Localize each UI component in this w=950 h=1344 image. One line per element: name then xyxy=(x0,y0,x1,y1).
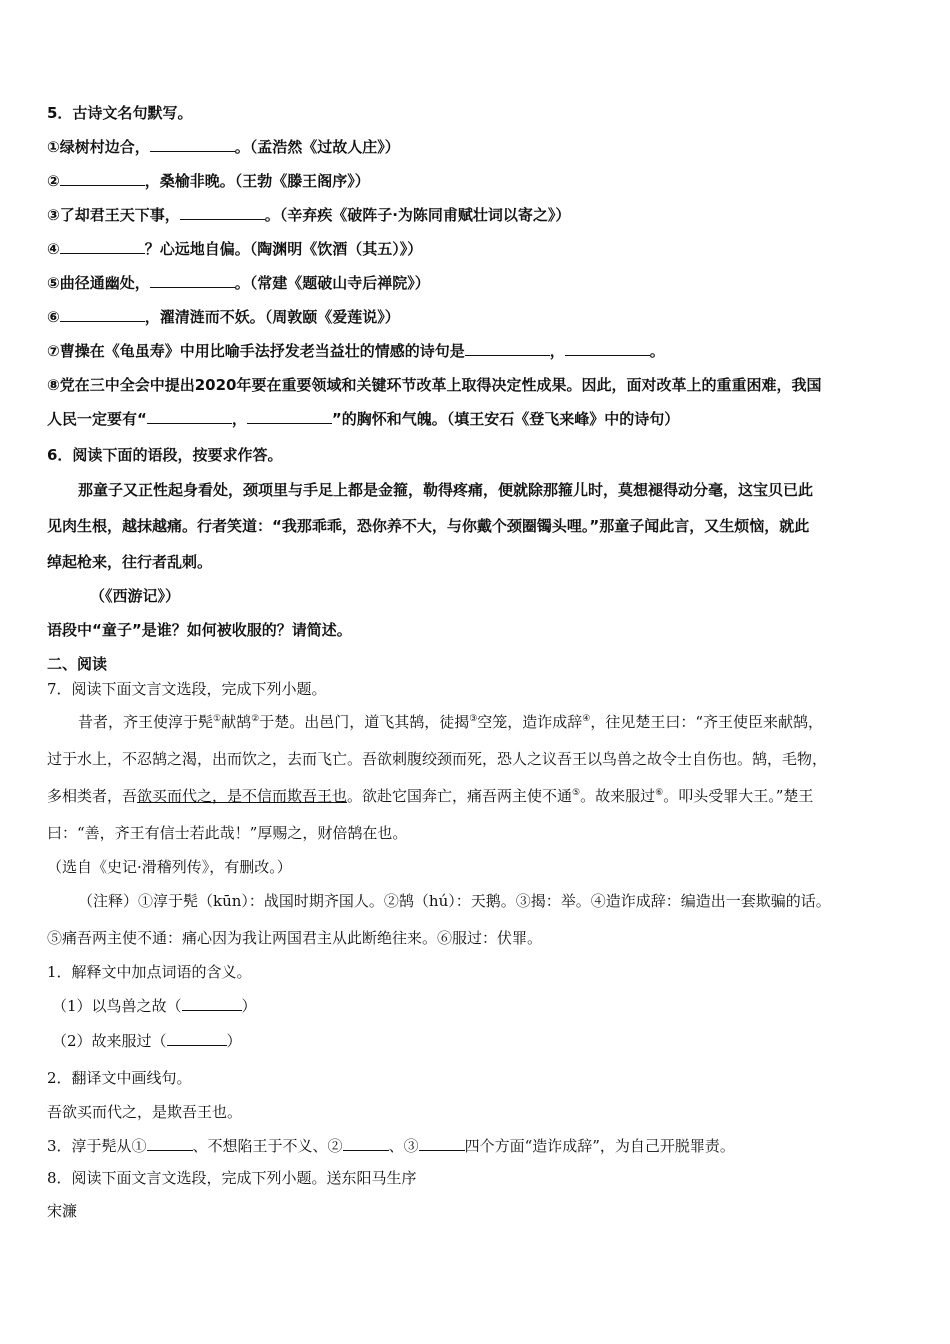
text: 献鹄 xyxy=(221,713,252,731)
q5-title: 5．古诗文名句默写。 xyxy=(47,104,193,122)
q5-item-4-pre: ④ xyxy=(47,240,60,258)
q6-title: 6．阅读下面的语段，按要求作答。 xyxy=(47,446,283,464)
q5-item-7 xyxy=(47,341,665,361)
text: 昔者，齐王使淳于髡 xyxy=(78,713,214,731)
text: ，往见楚王曰：“齐王使臣来献鹄， xyxy=(590,713,824,731)
q7-subquestion-1a xyxy=(52,996,257,1016)
answer-blank[interactable] xyxy=(247,409,332,424)
q5-item-3-pre: ③了却君王天下事， xyxy=(47,206,180,224)
footnote-mark: ① xyxy=(213,714,222,724)
footnote-mark: ② xyxy=(251,714,260,724)
q7-subquestion-1b xyxy=(52,1031,242,1051)
q5-item-7-mid: ， xyxy=(549,342,565,360)
q7-subquestion-2: 2．翻译文中画线句。 xyxy=(47,1069,192,1087)
q5-item-1-post: 。（孟浩然《过故人庄》） xyxy=(234,138,400,156)
q7-subquestion-1: 1．解释文中加点词语的含义。 xyxy=(47,963,252,981)
q5-item-3 xyxy=(47,205,570,225)
footnote-mark: ③ xyxy=(469,714,478,724)
q5-item-6-pre: ⑥ xyxy=(47,308,60,326)
text: 四个方面“造诈成辞”，为自己开脱罪责。 xyxy=(464,1137,735,1155)
q7-source: （选自《史记·滑稽列传》，有删改。） xyxy=(47,858,292,876)
text: 。叩头受罪大王。”楚王 xyxy=(663,787,814,805)
q5-item-8-mid: ， xyxy=(231,410,247,428)
section-heading: 二、阅读 xyxy=(47,655,108,673)
q5-item-8-line2 xyxy=(47,409,679,429)
q5-item-5-pre: ⑤曲径通幽处， xyxy=(47,274,150,292)
q7-passage-line-1 xyxy=(78,712,823,732)
q7-subquestion-3 xyxy=(47,1136,735,1156)
q5-item-8-line1: ⑧党在三中全会中提出2020年要在重要领域和关键环节改革上取得决定性成果。因此，面对改革上的重重困难，我国 xyxy=(47,376,822,394)
answer-blank[interactable] xyxy=(182,996,242,1011)
q5-item-6-post: ，濯清涟而不妖。（周敦颐《爱莲说》） xyxy=(144,308,400,326)
q6-passage-line: 那童子又正性起身看处，颈项里与手足上都是金箍，勒得疼痛，便就除那箍儿时，莫想褪得动分毫，这宝贝已此 xyxy=(78,481,814,499)
q7-subquestion-2-text: 吾欲买而代之，是欺吾王也。 xyxy=(47,1103,243,1121)
q5-item-2-post: ，桑榆非晚。（王勃《滕王阁序》） xyxy=(144,172,370,190)
q6-source: （《西游记》） xyxy=(90,587,181,605)
underlined-sentence: 欲买而代之，是不信而欺吾王也 xyxy=(137,787,348,805)
answer-blank[interactable] xyxy=(60,171,145,186)
q5-item-7-pre: ⑦曹操在《龟虽寿》中用比喻手法抒发老当益壮的情感的诗句是 xyxy=(47,342,465,360)
answer-blank[interactable] xyxy=(147,1136,193,1151)
answer-blank[interactable] xyxy=(150,137,235,152)
q5-item-8-post: ”的胸怀和气魄。（填王安石《登飞来峰》中的诗句） xyxy=(331,410,680,428)
text: 3．淳于髡从① xyxy=(47,1137,147,1155)
text: 。欲赴它国奔亡，痛吾两主使不通 xyxy=(347,787,573,805)
q7-passage-line-3 xyxy=(47,786,813,806)
q5-item-4-post: ？心远地自偏。（陶渊明《饮酒（其五）》） xyxy=(144,240,423,258)
q5-item-7-post: 。 xyxy=(649,342,665,360)
text: 、不想陷王于不义、② xyxy=(192,1137,343,1155)
q7-title: 7．阅读下面文言文选段，完成下列小题。 xyxy=(47,680,327,698)
text: 空笼，造诈成辞 xyxy=(477,713,583,731)
q5-item-5-post: 。（常建《题破山寺后禅院》） xyxy=(234,274,430,292)
q8-title: 8．阅读下面文言文选段，完成下列小题。送东阳马生序 xyxy=(47,1169,417,1187)
q5-item-2 xyxy=(47,171,370,191)
q8-author: 宋濂 xyxy=(47,1202,78,1220)
footnote-mark: ④ xyxy=(582,714,591,724)
text: 多相类者，吾 xyxy=(47,787,138,805)
text: ） xyxy=(241,997,257,1015)
answer-blank[interactable] xyxy=(60,307,145,322)
text: （1）以鸟兽之故（ xyxy=(52,997,182,1015)
text: 。故来服过 xyxy=(580,787,656,805)
answer-blank[interactable] xyxy=(60,239,145,254)
answer-blank[interactable] xyxy=(180,205,265,220)
q5-item-2-pre: ② xyxy=(47,172,60,190)
footnote-mark: ⑤ xyxy=(572,788,581,798)
answer-blank[interactable] xyxy=(150,273,235,288)
q6-passage-line: 见肉生根，越抹越痛。行者笑道：“我那乖乖，恐你养不大，与你戴个颈圈镯头哩。”那童子闻此言，又生烦恼，就此 xyxy=(47,517,810,535)
q6-passage-line: 绰起枪来，往行者乱刺。 xyxy=(47,553,213,571)
q7-notes-line-1: （注释）①淳于髡（kūn）：战国时期齐国人。②鹄（hú）：天鹅。③揭：举。④造诈成辞：编造出一套欺骗的话。 xyxy=(78,892,831,910)
q5-item-3-post: 。（辛弃疾《破阵子·为陈同甫赋壮词以寄之》） xyxy=(264,206,571,224)
answer-blank[interactable] xyxy=(419,1136,465,1151)
q5-item-4 xyxy=(47,239,422,259)
q7-passage-line-4: 曰：“善，齐王有信士若此哉！”厚赐之，财倍鹄在也。 xyxy=(47,824,408,842)
q6-question: 语段中“童子”是谁？如何被收服的？请简述。 xyxy=(47,621,352,639)
q7-passage-line-2: 过于水上，不忍鹄之渴，出而饮之，去而飞亡。吾欲刺腹绞颈而死，恐人之议吾王以鸟兽之故令士自伤也。鹄，毛物， xyxy=(47,750,828,768)
footnote-mark: ⑥ xyxy=(655,788,664,798)
answer-blank[interactable] xyxy=(167,1031,227,1046)
answer-blank[interactable] xyxy=(343,1136,389,1151)
text: 、③ xyxy=(388,1137,419,1155)
text: ） xyxy=(226,1032,242,1050)
q5-item-5 xyxy=(47,273,430,293)
text: 于楚。出邑门，道飞其鹄，徒揭 xyxy=(259,713,470,731)
answer-blank[interactable] xyxy=(465,341,550,356)
q5-item-1-pre: ①绿树村边合， xyxy=(47,138,150,156)
text: （2）故来服过（ xyxy=(52,1032,167,1050)
q5-item-8-pre: 人民一定要有“ xyxy=(47,410,147,428)
q5-item-6 xyxy=(47,307,400,327)
answer-blank[interactable] xyxy=(565,341,650,356)
q7-notes-line-2: ⑤痛吾两主使不通：痛心因为我让两国君主从此断绝往来。⑥服过：伏罪。 xyxy=(47,929,543,947)
q5-item-1 xyxy=(47,137,400,157)
answer-blank[interactable] xyxy=(147,409,232,424)
